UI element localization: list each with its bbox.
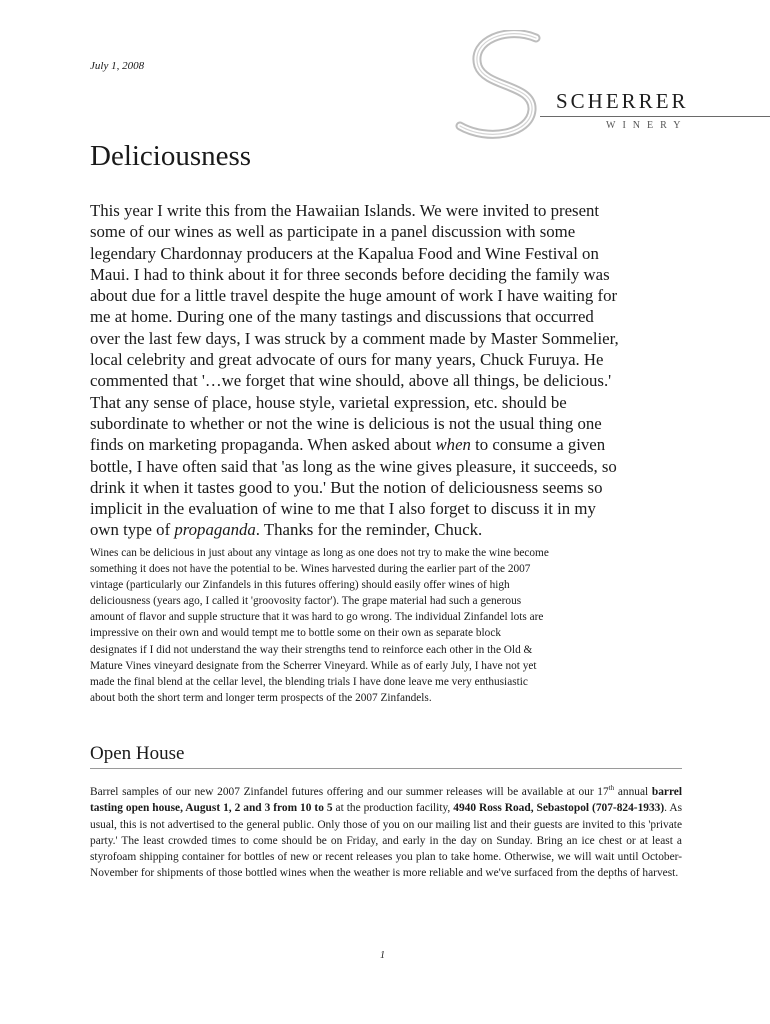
- open-house-text-3: at the production facility,: [332, 802, 454, 815]
- lead-text-1: This year I write this from the Hawaiian Islands. We were invited to present some of our wines as well as participate in a panel discussion with some legendary Chardonnay producers at the Kapalua Food and Wine Festival on Maui. I had to think about it for three seconds before deciding the family was about due for a little travel despite the huge amount of work I have waiting for me at home. During one of the many tastings and discussions that occurred over the last few days, I was struck by a comment made by Master Sommelier, local celebrity and great advocate of ours for many years, Chuck Furuya. He commented that '…we forget that wine should, above all things, be delicious.' That any sense of place, house style, varietal expression, etc. should be subordinate to whether or not the wine is delicious is not the usual thing one finds on marketing propaganda. When asked about: [90, 201, 619, 455]
- letter-date: July 1, 2008: [90, 60, 145, 72]
- lead-emphasis-when: when: [435, 435, 471, 455]
- heading-divider: [90, 768, 682, 769]
- vintage-paragraph: Wines can be delicious in just about any vintage as long as one does not try to make the wine become something it does not have the potential to be. Wines harvested during the earlier part of the 2007 vintage (particularly our Zinfandels in this futures offering) should easily offer wines of high deliciousness (years ago, I called it 'groovosity factor'). The grape material had such a generous amount of flavor and supple structure that it was hard to go wrong. The individual Zinfandel lots are impressive on their own and would tempt me to bottle some on their own as separate block designates if I did not understand the way their strengths tend to reinforce each other in the Old & Mature Vines vineyard designate from the Scherrer Vineyard. While as of early July, I have not yet made the final blend at the cellar level, the blending trials I have done leave me very enthusiastic about both the short term and longer term prospects of the 2007 Zinfandels.: [90, 547, 549, 704]
- open-house-text-2: annual: [614, 786, 652, 798]
- lead-emphasis-propaganda: propaganda: [174, 520, 256, 540]
- open-house-paragraph: [90, 784, 682, 882]
- scherrer-s-logo-icon: [448, 30, 558, 145]
- logo-divider: [540, 116, 770, 117]
- lead-text-3: . Thanks for the reminder, Chuck.: [255, 520, 483, 540]
- event-dates-bold: barrel tasting open house, August 1, 2 and 3 from 10 to 5: [90, 786, 683, 815]
- address-bold: 4940 Ross Road, Sebastopol (707-824-1933): [453, 802, 665, 815]
- open-house-heading: Open House: [90, 743, 185, 764]
- lead-paragraph: [90, 200, 680, 541]
- lead-text-2: to consume a given bottle, I have often said that 'as long as the wine gives pleasure, it succeeds, so drink it when it tastes good to you.' But the notion of deliciousness seems so implicit in the evaluation of wine to me that I also forget to discuss it in my own type of: [90, 435, 617, 540]
- open-house-text-4: . As usual, this is not advertised to the general public. Only those of you on our mailing list and their guests are invited to this 'private party.' The least crowded times to come should be on Friday, and early in the day on Sunday. Bring an ice chest or at least a styrofoam shipping container for bottles of new or recent releases you plan to take home. Otherwise, we will wait until October-November for shipments of those bottled wines when the weather is more reliable and we've surfaced from the depths of harvest.: [90, 802, 683, 880]
- winery-label-logo: WINERY: [606, 120, 688, 131]
- ordinal-suffix: th: [608, 784, 615, 793]
- page-number: 1: [380, 950, 385, 961]
- open-house-text-1: Barrel samples of our new 2007 Zinfandel futures offering and our summer releases will be available at our 17: [90, 786, 609, 798]
- winery-name-logo: SCHERRER: [556, 89, 689, 113]
- article-title: Deliciousness: [90, 140, 252, 172]
